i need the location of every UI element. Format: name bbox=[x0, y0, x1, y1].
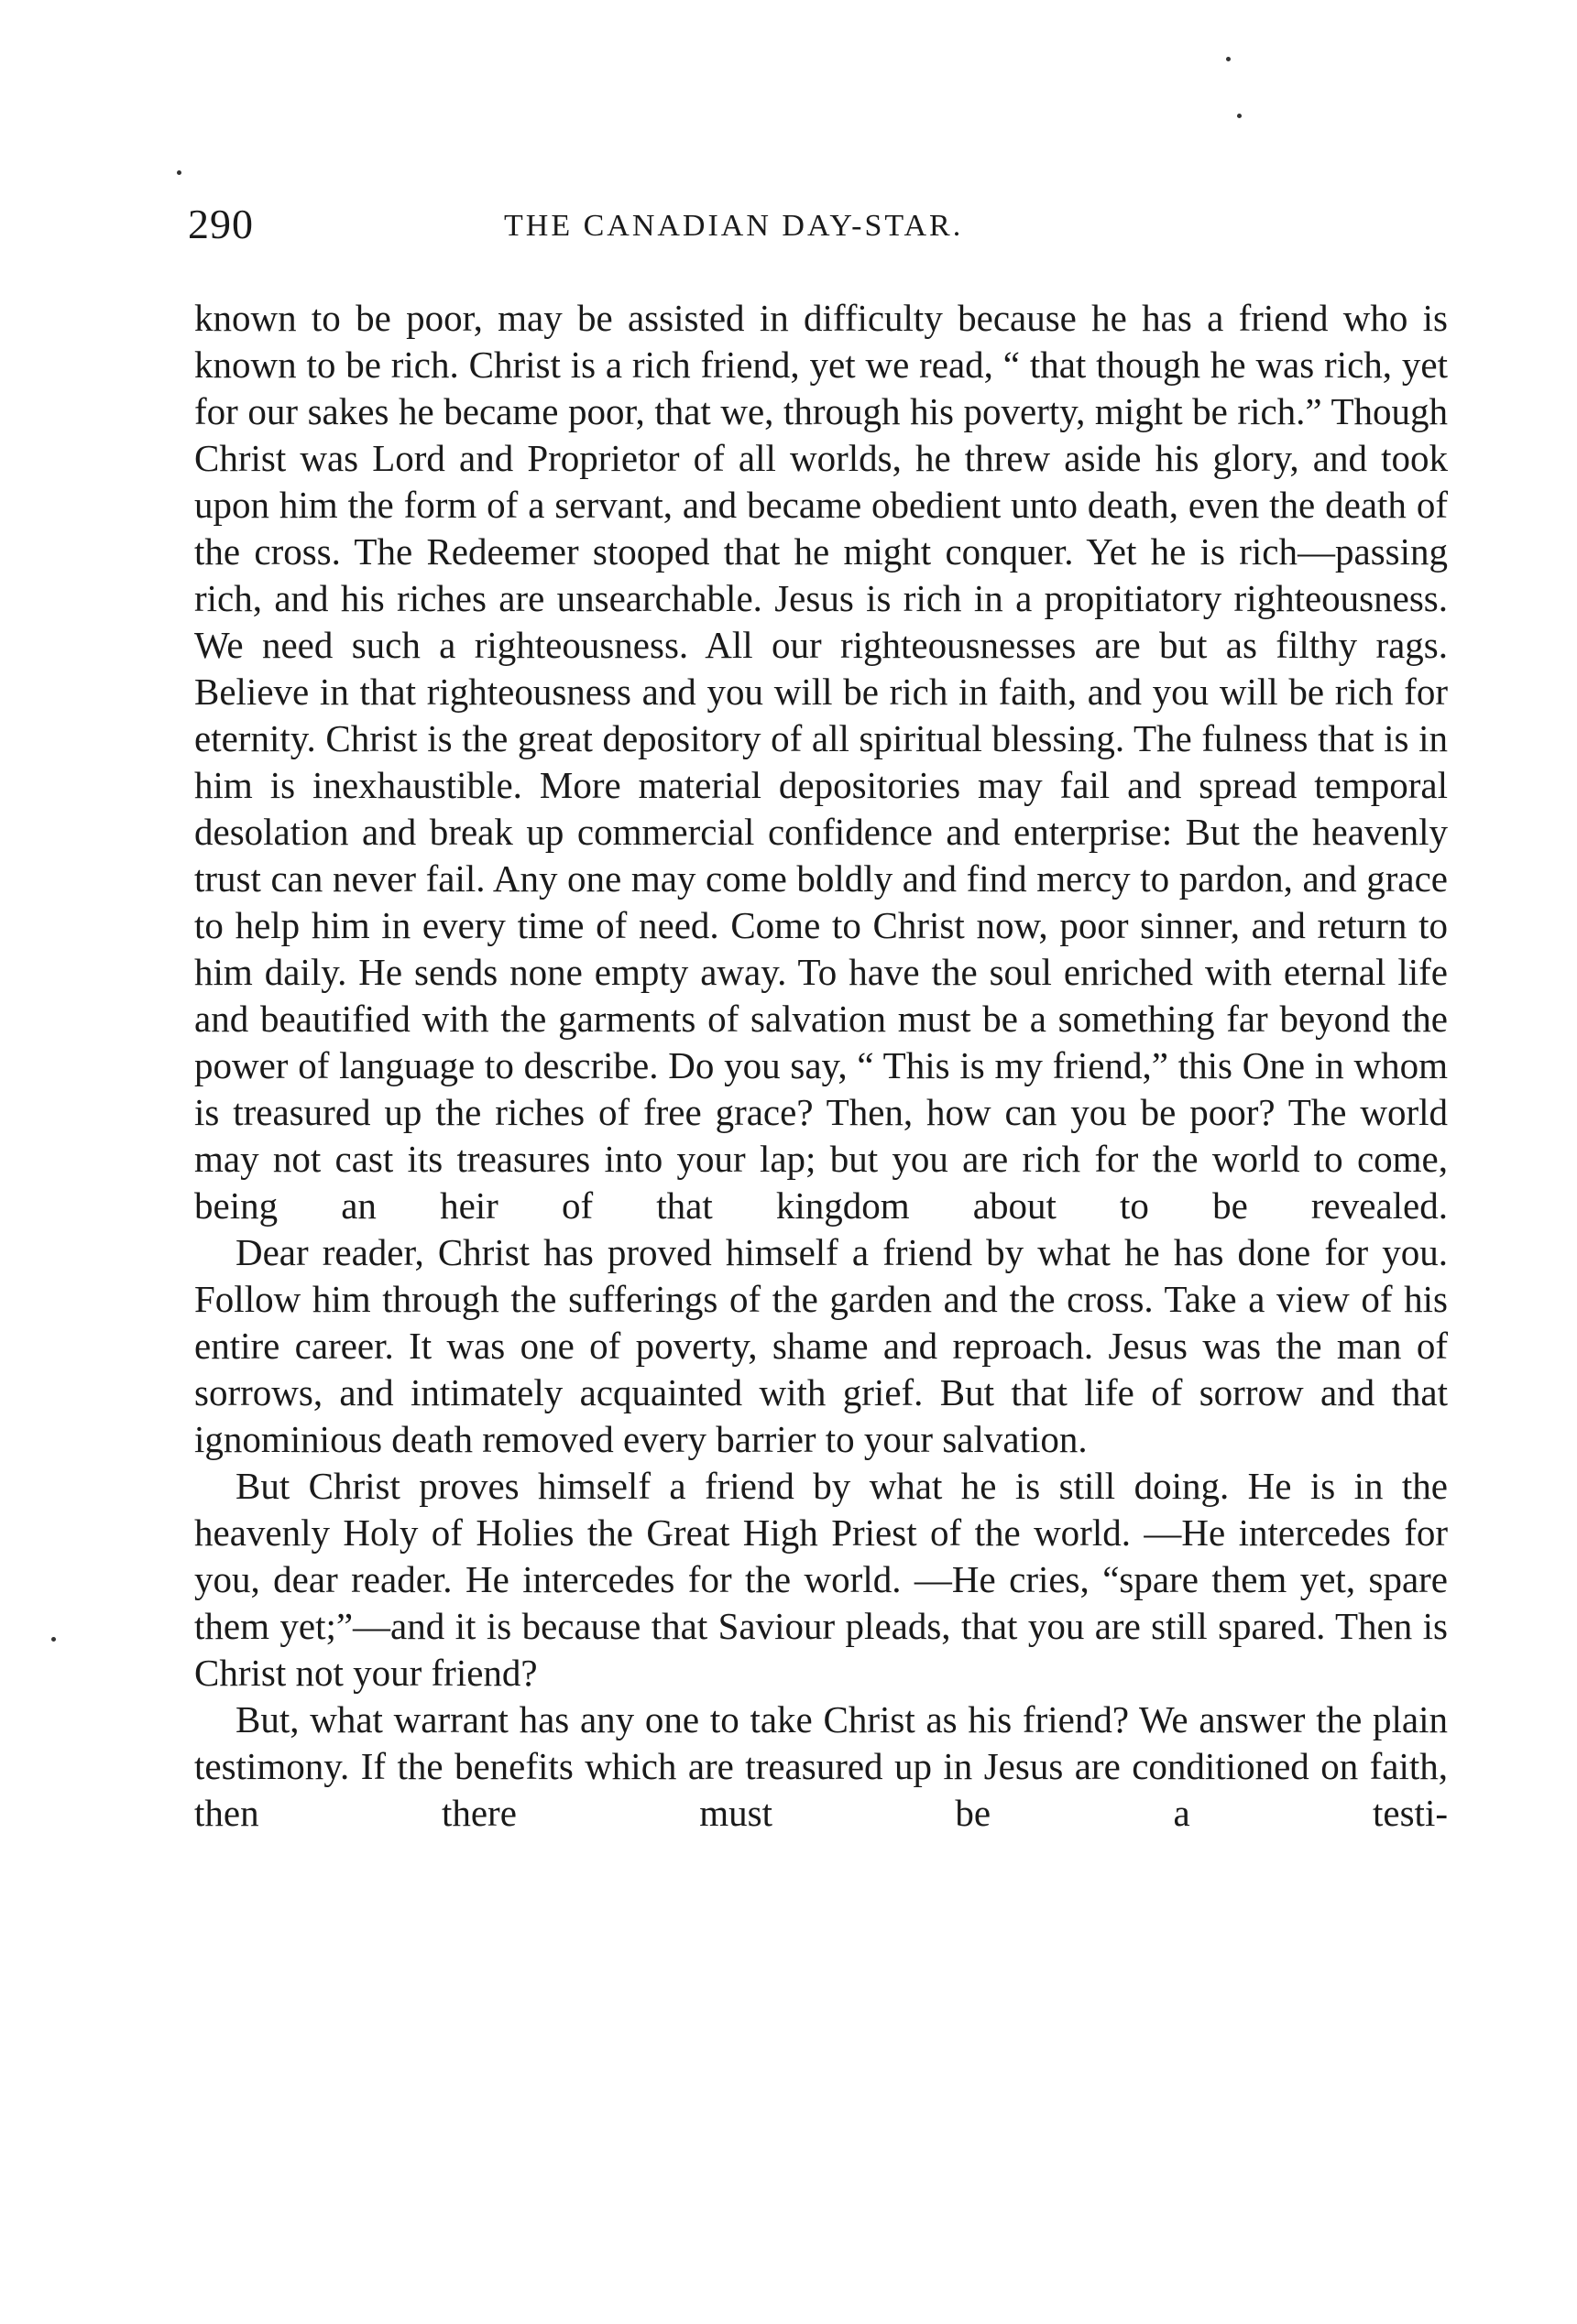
page-number: 290 bbox=[188, 201, 254, 247]
paragraph: But, what warrant has any one to take Christ as his friend? We answer the plain testimony. If the benefits which are treasured up in Jesus are conditioned on faith, then there must be a testi- bbox=[194, 1698, 1448, 1834]
paragraph: known to be poor, may be assisted in difficulty because he has a friend who is known to be rich. Christ is a rich friend, yet we read, “ that though he was rich, yet for our sakes he became poor, that we, through his poverty, might be rich.” Though Christ was Lord and Proprietor of all worlds, he threw aside his glory, and took upon him the form of a servant, and became obedient unto death, even the death of the cross. The Redeemer stooped that he might conquer. Yet he is rich—passing rich, and his riches are unsearchable. Jesus is rich in a propitiatory righteousness. We need such a righteousness. All our righteousnesses are but as filthy rags. Believe in that righteousness and you will be rich in faith, and you will be rich for eternity. Christ is the great depository of all spiritual blessing. The fulness that is in him is inexhaustible. More material depositories may fail and spread temporal desolation and break up commercial confidence and enterprise: But the heavenly trust can never fail. Any one may come boldly and find mercy to pardon, and grace to help him in every time of need. Come to Christ now, poor sinner, and return to him daily. He sends none empty away. To have the soul enriched with eternal life and beautified with the garments of salvation must be a something far beyond the power of language to describe. Do you say, “ This is my friend,” this One in whom is treasured up the riches of free grace? Then, how can you be poor? The world may not cast its treasures into your lap; but you are rich for the world to come, being an heir of that kingdom about to be revealed. bbox=[194, 297, 1448, 1227]
paragraph: But Christ proves himself a friend by what he is still doing. He is in the heavenly Holy of Holies the Great High Priest of the world. —He intercedes for you, dear reader. He intercedes for the world. —He cries, “spare them yet, spare them yet;”—and it is because that Saviour pleads, that you are still spared. Then is Christ not your friend? bbox=[194, 1465, 1448, 1694]
print-speck bbox=[1226, 57, 1231, 61]
print-speck bbox=[1237, 114, 1242, 118]
print-speck bbox=[51, 1637, 56, 1642]
print-speck bbox=[177, 170, 181, 175]
running-title: THE CANADIAN DAY-STAR. bbox=[504, 209, 964, 243]
paragraph: Dear reader, Christ has proved himself a friend by what he has done for you. Follow him through the sufferings of the garden and the cross. Take a view of his entire career. It was one of poverty, shame and reproach. Jesus was the man of sorrows, and intimately acquainted with grief. But that life of sorrow and that ignominious death removed every barrier to your salvation. bbox=[194, 1231, 1448, 1460]
page-header bbox=[188, 200, 1452, 255]
body-text bbox=[194, 295, 1448, 1837]
